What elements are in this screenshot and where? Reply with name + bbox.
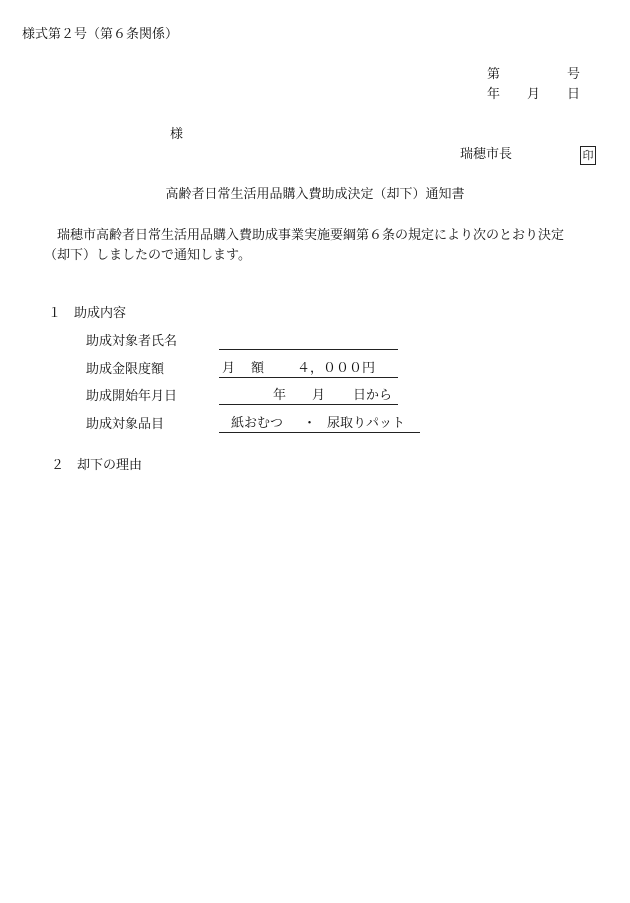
label-start-date: 助成開始年月日 <box>86 389 178 404</box>
date-line <box>487 87 580 103</box>
recipient-name-field[interactable] <box>219 333 398 350</box>
grant-limit-field <box>219 361 398 378</box>
date-year: 年 <box>487 87 501 102</box>
addressee-suffix: 様 <box>170 127 184 142</box>
section-2-heading: ２ 却下の理由 <box>51 458 143 473</box>
body-paragraph: 瑞穂市高齢者日常生活用品購入費助成事業実施要綱第６条の規定により次のとおり決定（却下）しましたので通知します。 <box>44 228 565 263</box>
item-diapers: 紙おむつ <box>231 416 284 431</box>
document-title: 高齢者日常生活用品購入費助成決定（却下）通知書 <box>165 187 465 202</box>
label-recipient-name: 助成対象者氏名 <box>86 334 178 349</box>
start-date-field[interactable] <box>219 388 398 405</box>
number-suffix: 号 <box>566 67 580 82</box>
seal-mark: 印 <box>580 146 596 165</box>
item-separator: ・ <box>303 416 317 431</box>
start-date-day-from: 日から <box>353 388 393 403</box>
document-number-line <box>487 67 580 83</box>
label-eligible-items: 助成対象品目 <box>86 417 165 432</box>
form-number: 様式第２号（第６条関係） <box>22 27 179 42</box>
date-month: 月 <box>526 87 540 102</box>
item-urine-pads: 尿取りパット <box>327 416 406 431</box>
issuer-name: 瑞穂市長 <box>460 147 513 162</box>
date-day: 日 <box>566 87 580 102</box>
grant-limit-monthly: 月 <box>222 361 236 376</box>
start-date-year: 年 <box>273 388 287 403</box>
eligible-items-field <box>219 416 420 433</box>
grant-limit-value: ４，０００円 <box>297 361 376 376</box>
number-prefix: 第 <box>487 67 501 82</box>
label-grant-limit: 助成金限度額 <box>86 362 165 377</box>
section-1-heading: １ 助成内容 <box>48 306 127 321</box>
grant-limit-amount-label: 額 <box>251 361 265 376</box>
start-date-month: 月 <box>312 388 326 403</box>
